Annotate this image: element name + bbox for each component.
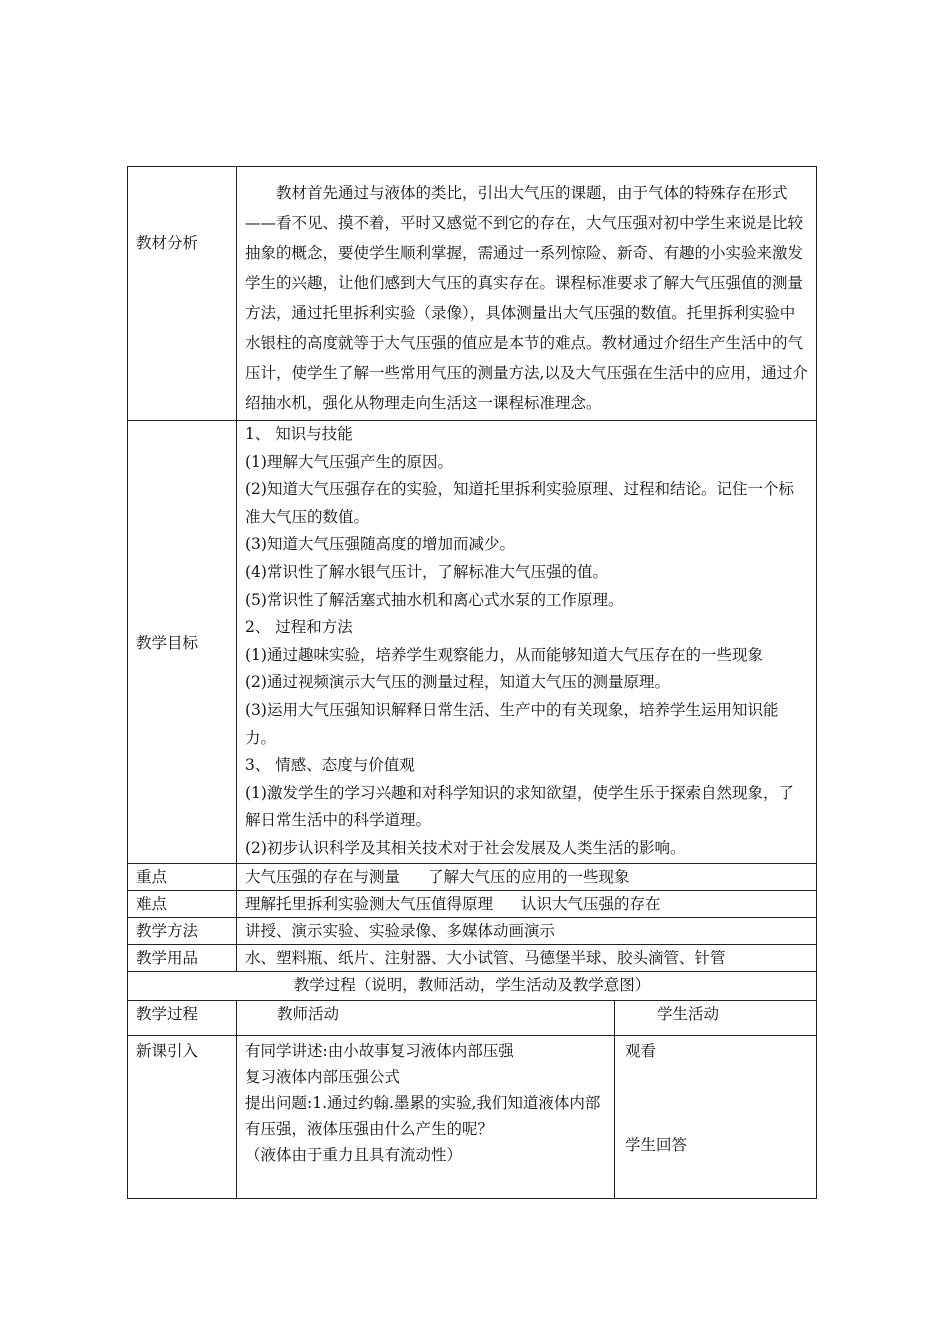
student-activity-header: 学生活动 <box>615 1000 817 1035</box>
goals-label: 教学目标 <box>128 421 237 864</box>
materials-row <box>128 944 817 971</box>
goals-content <box>237 421 817 864</box>
method-row <box>128 917 817 944</box>
goals-line: 3、 情感、态度与价值观 <box>245 756 415 775</box>
process-title-row <box>128 971 817 1000</box>
key-point-b: 了解大气压的应用的一些现象 <box>428 867 630 886</box>
goals-line: (2)通过视频演示大气压的测量过程，知道大气压的测量原理。 <box>245 673 670 692</box>
difficulty-content <box>237 890 817 917</box>
materials-text: 水、塑料瓶、纸片、注射器、大小试管、马德堡半球、胶头滴管、针管 <box>237 944 817 971</box>
goals-line: (1)通过趣味实验，培养学生观察能力，从而能够知道大气压存在的一些现象 <box>245 645 763 664</box>
difficulty-b: 认识大气压强的存在 <box>521 894 661 913</box>
intro-stage: 新课引入 <box>128 1035 237 1198</box>
goals-line: 2、 过程和方法 <box>245 618 353 637</box>
method-text: 讲授、演示实验、实验录像、多媒体动画演示 <box>237 917 817 944</box>
intro-teacher-activity <box>237 1035 615 1198</box>
key-point-a: 大气压强的存在与测量 <box>245 867 401 886</box>
intro-student-activity <box>615 1035 817 1198</box>
difficulty-row <box>128 890 817 917</box>
difficulty-label: 难点 <box>128 890 237 917</box>
materials-label: 教学用品 <box>128 944 237 971</box>
teacher-line: 提出问题:1.通过约翰.墨累的实验,我们知道液体内部有压强，液体压强由什么产生的呢？ <box>245 1093 601 1138</box>
teacher-activity-header: 教师活动 <box>237 1000 615 1035</box>
goals-line: (1)理解大气压强产生的原因。 <box>245 452 453 471</box>
intro-row <box>128 1035 817 1198</box>
difficulty-a: 理解托里拆利实验测大气压值得原理 <box>245 894 494 913</box>
lesson-plan <box>127 166 816 1199</box>
student-activity-a: 观看 <box>625 1041 657 1060</box>
process-header-row <box>128 1000 817 1035</box>
goals-line: 1、 知识与技能 <box>245 425 353 443</box>
key-points-label: 重点 <box>128 863 237 890</box>
teacher-line: 有同学讲述:由小故事复习液体内部压强 <box>245 1041 514 1060</box>
method-label: 教学方法 <box>128 917 237 944</box>
teacher-line: （液体由于重力且具有流动性） <box>245 1145 463 1164</box>
process-stage-header: 教学过程 <box>128 1000 237 1035</box>
goals-line: (3)知道大气压强随高度的增加而减少。 <box>245 535 515 554</box>
goals-line: (3)运用大气压强知识解释日常生活、生产中的有关现象，培养学生运用知识能力。 <box>245 700 779 747</box>
analysis-row <box>128 167 817 421</box>
key-points-row <box>128 863 817 890</box>
goals-row <box>128 421 817 864</box>
goals-line: (2)知道大气压强存在的实验，知道托里拆利实验原理、过程和结论。记住一个标准大气压的数值。 <box>245 480 794 526</box>
analysis-label: 教材分析 <box>128 167 237 421</box>
lesson-plan-table <box>127 166 817 1199</box>
goals-line: (2)初步认识科学及其相关技术对于社会发展及人类生活的影响。 <box>245 838 686 857</box>
goals-line: (4)常识性了解水银气压计，了解标准大气压强的值。 <box>245 562 608 581</box>
process-title: 教学过程（说明，教师活动，学生活动及教学意图） <box>128 971 817 1000</box>
student-activity-b: 学生回答 <box>625 1135 688 1154</box>
analysis-text: 教材首先通过与液体的类比，引出大气压的课题，由于气体的特殊存在形式——看不见、摸不着，平时又感觉不到它的存在，大气压强对初中学生来说是比较抽象的概念，要使学生顺利掌握，需通过一系列惊险、新奇、有趣的小实验来激发学生的兴趣，让他们感到大气压的真实存在。课程标准要求了解大气压强值的测量方法，通过托里拆利实验（录像），具体测量出大气压强的数值。托里拆利实验中水银柱的高度就等于大气压强的值应是本节的难点。教材通过介绍生产生活中的气压计，使学生了解一些常用气压的测量方法,以及大气压强在生活中的应用，通过介绍抽水机，强化从物理走向生活这一课程标准理念。 <box>237 167 817 421</box>
key-points-content <box>237 863 817 890</box>
goals-line: (1)激发学生的学习兴趣和对科学知识的求知欲望，使学生乐于探索自然现象，了解日常生活中的科学道理。 <box>245 783 794 830</box>
goals-line: (5)常识性了解活塞式抽水机和离心式水泵的工作原理。 <box>245 590 624 609</box>
teacher-line: 复习液体内部压强公式 <box>245 1067 401 1086</box>
